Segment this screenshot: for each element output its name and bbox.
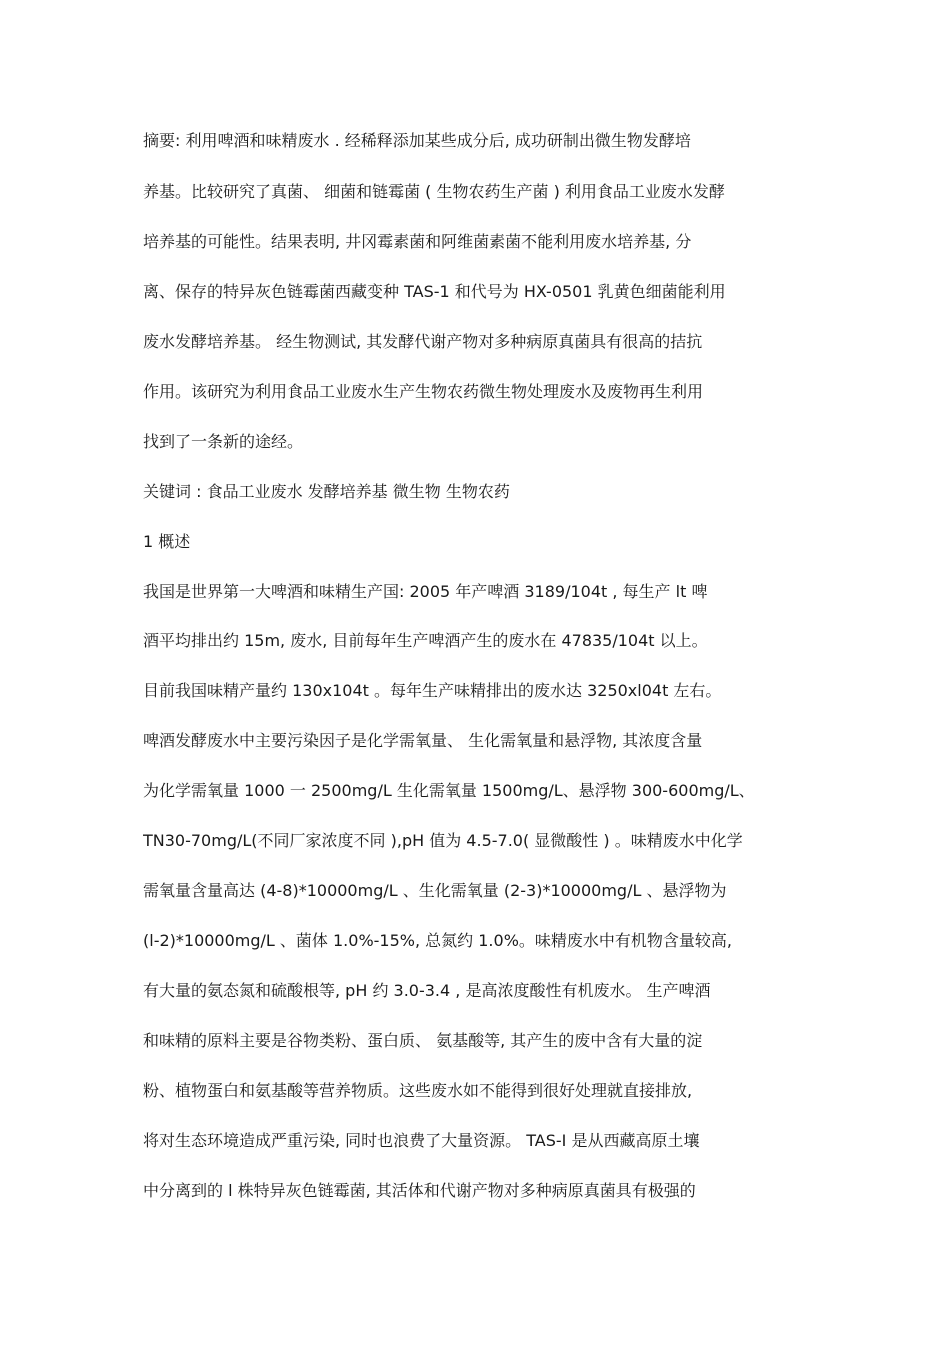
body-line: 和味精的原料主要是谷物类粉、蛋白质、 氨基酸等, 其产生的废中含有大量的淀 bbox=[143, 1031, 703, 1050]
abstract-line: 找到了一条新的途经。 bbox=[143, 432, 304, 451]
body-line: 有大量的氨态氮和硫酸根等, pH 约 3.0-3.4 , 是高浓度酸性有机废水。 生产啤酒 bbox=[143, 981, 711, 1000]
body-line: 目前我国味精产量约 130x104t 。每年生产味精排出的废水达 3250xl04t 左右。 bbox=[143, 681, 722, 700]
body-line: 粉、植物蛋白和氨基酸等营养物质。这些废水如不能得到很好处理就直接排放, bbox=[143, 1081, 693, 1100]
body-line: 为化学需氧量 1000 一 2500mg/L 生化需氧量 1500mg/L、悬浮物 300-600mg/L、 bbox=[143, 781, 755, 800]
keywords-line: 关键词 : 食品工业废水 发酵培养基 微生物 生物农药 bbox=[143, 482, 510, 501]
abstract-line: 作用。该研究为利用食品工业废水生产生物农药微生物处理废水及废物再生利用 bbox=[143, 382, 704, 401]
body-line: 中分离到的 l 株特异灰色链霉菌, 其活体和代谢产物对多种病原真菌具有极强的 bbox=[143, 1181, 696, 1200]
abstract-line: 养基。比较研究了真菌、 细菌和链霉菌 ( 生物农药生产菌 ) 利用食品工业废水发酵 bbox=[143, 182, 725, 201]
abstract-line: 培养基的可能性。结果表明, 井冈霉素菌和阿维菌素菌不能利用废水培养基, 分 bbox=[143, 232, 692, 251]
abstract-line: 摘要: 利用啤酒和味精废水 . 经稀释添加某些成分后, 成功研制出微生物发酵培 bbox=[143, 131, 691, 150]
body-line: 将对生态环境造成严重污染, 同时也浪费了大量资源。 TAS-I 是从西藏高原土壤 bbox=[143, 1131, 700, 1150]
body-line: TN30-70mg/L(不同厂家浓度不同 ),pH 值为 4.5-7.0( 显微酸性 ) 。味精废水中化学 bbox=[143, 831, 743, 850]
section-heading: 1 概述 bbox=[143, 532, 191, 551]
body-line: 我国是世界第一大啤酒和味精生产国: 2005 年产啤酒 3189/104t , 每生产 lt 啤 bbox=[143, 582, 708, 601]
body-line: 啤酒发酵废水中主要污染因子是化学需氧量、 生化需氧量和悬浮物, 其浓度含量 bbox=[143, 731, 703, 750]
body-line: 酒平均排出约 15m, 废水, 目前每年生产啤酒产生的废水在 47835/104t 以上。 bbox=[143, 631, 708, 650]
body-line: 需氧量含量高达 (4-8)*10000mg/L 、生化需氧量 (2-3)*10000mg/L 、悬浮物为 bbox=[143, 881, 727, 900]
body-line: (l-2)*10000mg/L 、菌体 1.0%-15%, 总氮约 1.0%。味精废水中有机物含量较高, bbox=[143, 931, 732, 950]
abstract-line: 废水发酵培养基。 经生物测试, 其发酵代谢产物对多种病原真菌具有很高的拮抗 bbox=[143, 332, 703, 351]
abstract-line: 离、保存的特异灰色链霉菌西藏变种 TAS-1 和代号为 HX-0501 乳黄色细菌能利用 bbox=[143, 282, 726, 301]
